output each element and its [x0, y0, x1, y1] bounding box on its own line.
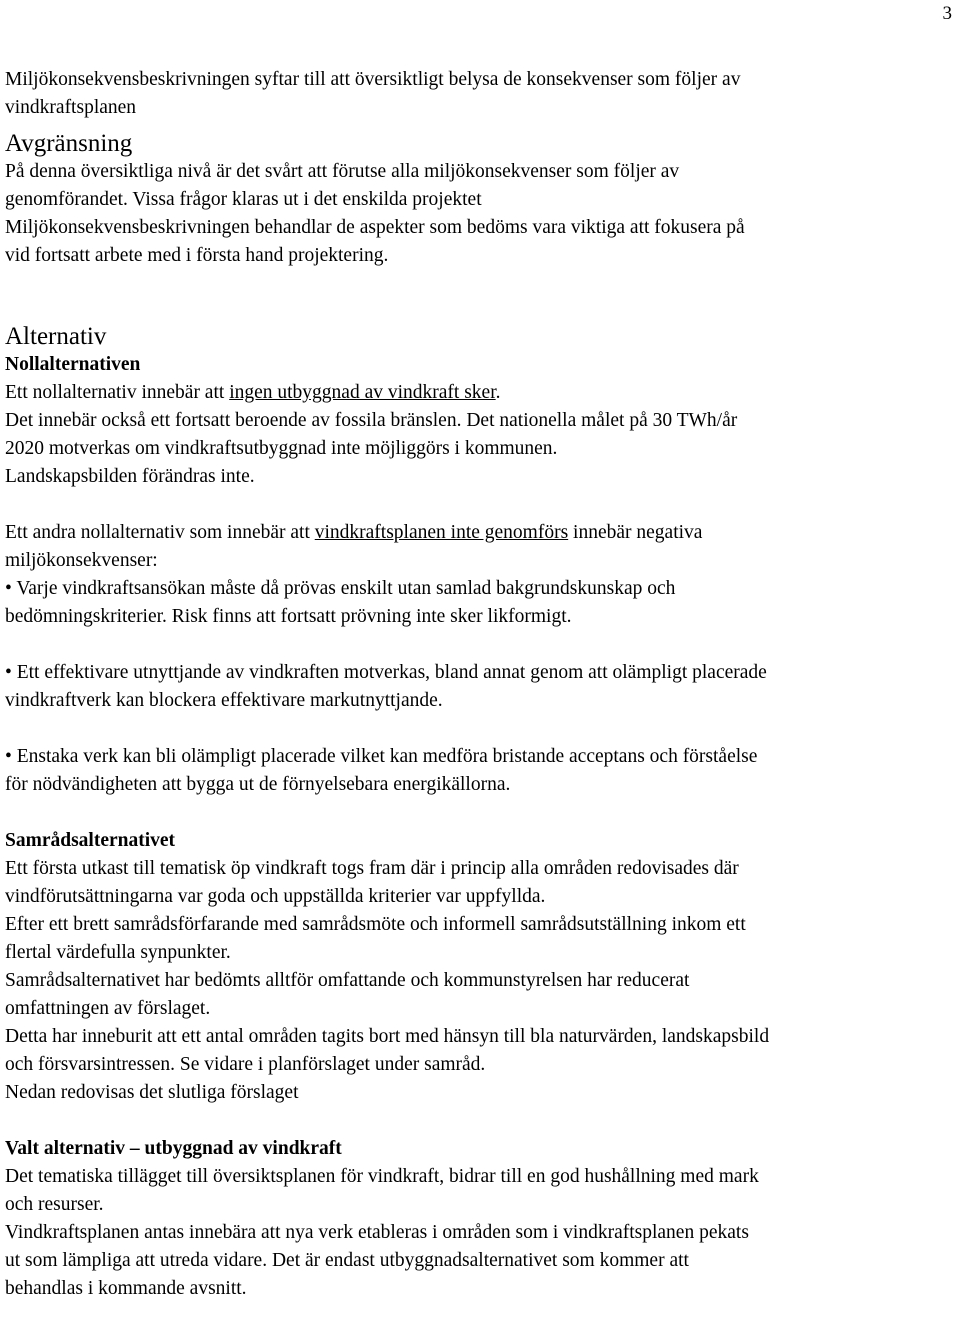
underlined-text: vindkraftsplanen inte genomförs [314, 522, 569, 543]
bullet-item: • Ett effektivare utnyttjande av vindkraften motverkas, bland annat genom att olämpligt placerade [5, 662, 767, 683]
page-number: 3 [942, 3, 952, 24]
section-heading-alternativ: Alternativ [5, 323, 107, 350]
paragraph-line: ut som lämpliga att utreda vidare. Det är endast utbyggnadsalternativet som kommer att [5, 1250, 689, 1271]
paragraph-line: På denna översiktliga nivå är det svårt att förutse alla miljökonsekvenser som följer av [5, 161, 680, 182]
spacer [5, 1107, 955, 1135]
bullet-item-continued: vindkraftverk kan blockera effektivare markutnyttjande. [5, 690, 443, 711]
spacer [5, 491, 955, 519]
spacer [5, 270, 955, 315]
paragraph-line: Miljökonsekvensbeskrivningen behandlar de aspekter som bedöms vara viktiga att fokusera på [5, 217, 745, 238]
intro-line: Miljökonsekvensbeskrivningen syftar till att översiktligt belysa de konsekvenser som följer av [5, 69, 741, 90]
paragraph-line: miljökonsekvenser: [5, 550, 158, 571]
paragraph-line [5, 519, 955, 547]
bullet-item: • Varje vindkraftsansökan måste då prövas enskilt utan samlad bakgrundskunskap och [5, 578, 676, 599]
subheading-nollalternativen: Nollalternativen [5, 354, 141, 375]
paragraph-line: vindförutsättningarna var goda och uppställda kriterier var uppfyllda. [5, 886, 546, 907]
paragraph-line: genomförandet. Vissa frågor klaras ut i det enskilda projektet [5, 189, 482, 210]
paragraph-line: Vindkraftsplanen antas innebära att nya verk etableras i områden som i vindkraftsplanen pekats [5, 1222, 749, 1243]
text-run: Ett andra nollalternativ som innebär att [5, 522, 315, 543]
bullet-item-continued: för nödvändigheten att bygga ut de förnyelsebara energikällorna. [5, 774, 511, 795]
paragraph-line: Det tematiska tillägget till översiktsplanen för vindkraft, bidrar till en god hushållning med mark [5, 1166, 759, 1187]
paragraph-line: behandlas i kommande avsnitt. [5, 1278, 247, 1299]
bullet-item: • Enstaka verk kan bli olämpligt placerade vilket kan medföra bristande acceptans och förståelse [5, 746, 758, 767]
paragraph-line: Efter ett brett samrådsförfarande med samrådsmöte och informell samrådsutställning inkom ett [5, 914, 746, 935]
paragraph-line [5, 379, 955, 407]
paragraph-line: och försvarsintressen. Se vidare i planförslaget under samråd. [5, 1054, 486, 1075]
text-run: Ett nollalternativ innebär att [5, 382, 230, 403]
paragraph-line: flertal värdefulla synpunkter. [5, 942, 231, 963]
paragraph-line: Nedan redovisas det slutliga förslaget [5, 1082, 299, 1103]
spacer [5, 631, 955, 659]
section-heading-avgransning: Avgränsning [5, 130, 133, 157]
paragraph-line: omfattningen av förslaget. [5, 998, 211, 1019]
paragraph-line: Samrådsalternativet har bedömts alltför omfattande och kommunstyrelsen har reducerat [5, 970, 690, 991]
document-body [5, 66, 955, 1303]
bullet-item-continued: bedömningskriterier. Risk finns att fortsatt prövning inte sker likformigt. [5, 606, 572, 627]
text-run: innebär negativa [568, 522, 703, 543]
subheading-samradsalternativet: Samrådsalternativet [5, 830, 176, 851]
spacer [5, 715, 955, 743]
paragraph-line: 2020 motverkas om vindkraftsutbyggnad inte möjliggörs i kommunen. [5, 438, 558, 459]
paragraph-line: Detta har inneburit att ett antal områden tagits bort med hänsyn till bla naturvärden, landskapsbild [5, 1026, 770, 1047]
underlined-text: ingen utbyggnad av vindkraft sker [229, 382, 496, 403]
paragraph-line: och resurser. [5, 1194, 104, 1215]
paragraph-line: vid fortsatt arbete med i första hand projektering. [5, 245, 389, 266]
text-run: . [495, 382, 501, 403]
paragraph-line: Det innebär också ett fortsatt beroende av fossila bränslen. Det nationella målet på 30 TWh/år [5, 410, 738, 431]
subheading-valt-alternativ: Valt alternativ – utbyggnad av vindkraft [5, 1138, 342, 1159]
paragraph-line: Ett första utkast till tematisk öp vindkraft togs fram där i princip alla områden redovisades där [5, 858, 739, 879]
paragraph-line: Landskapsbilden förändras inte. [5, 466, 255, 487]
spacer [5, 799, 955, 827]
intro-line: vindkraftsplanen [5, 97, 137, 118]
